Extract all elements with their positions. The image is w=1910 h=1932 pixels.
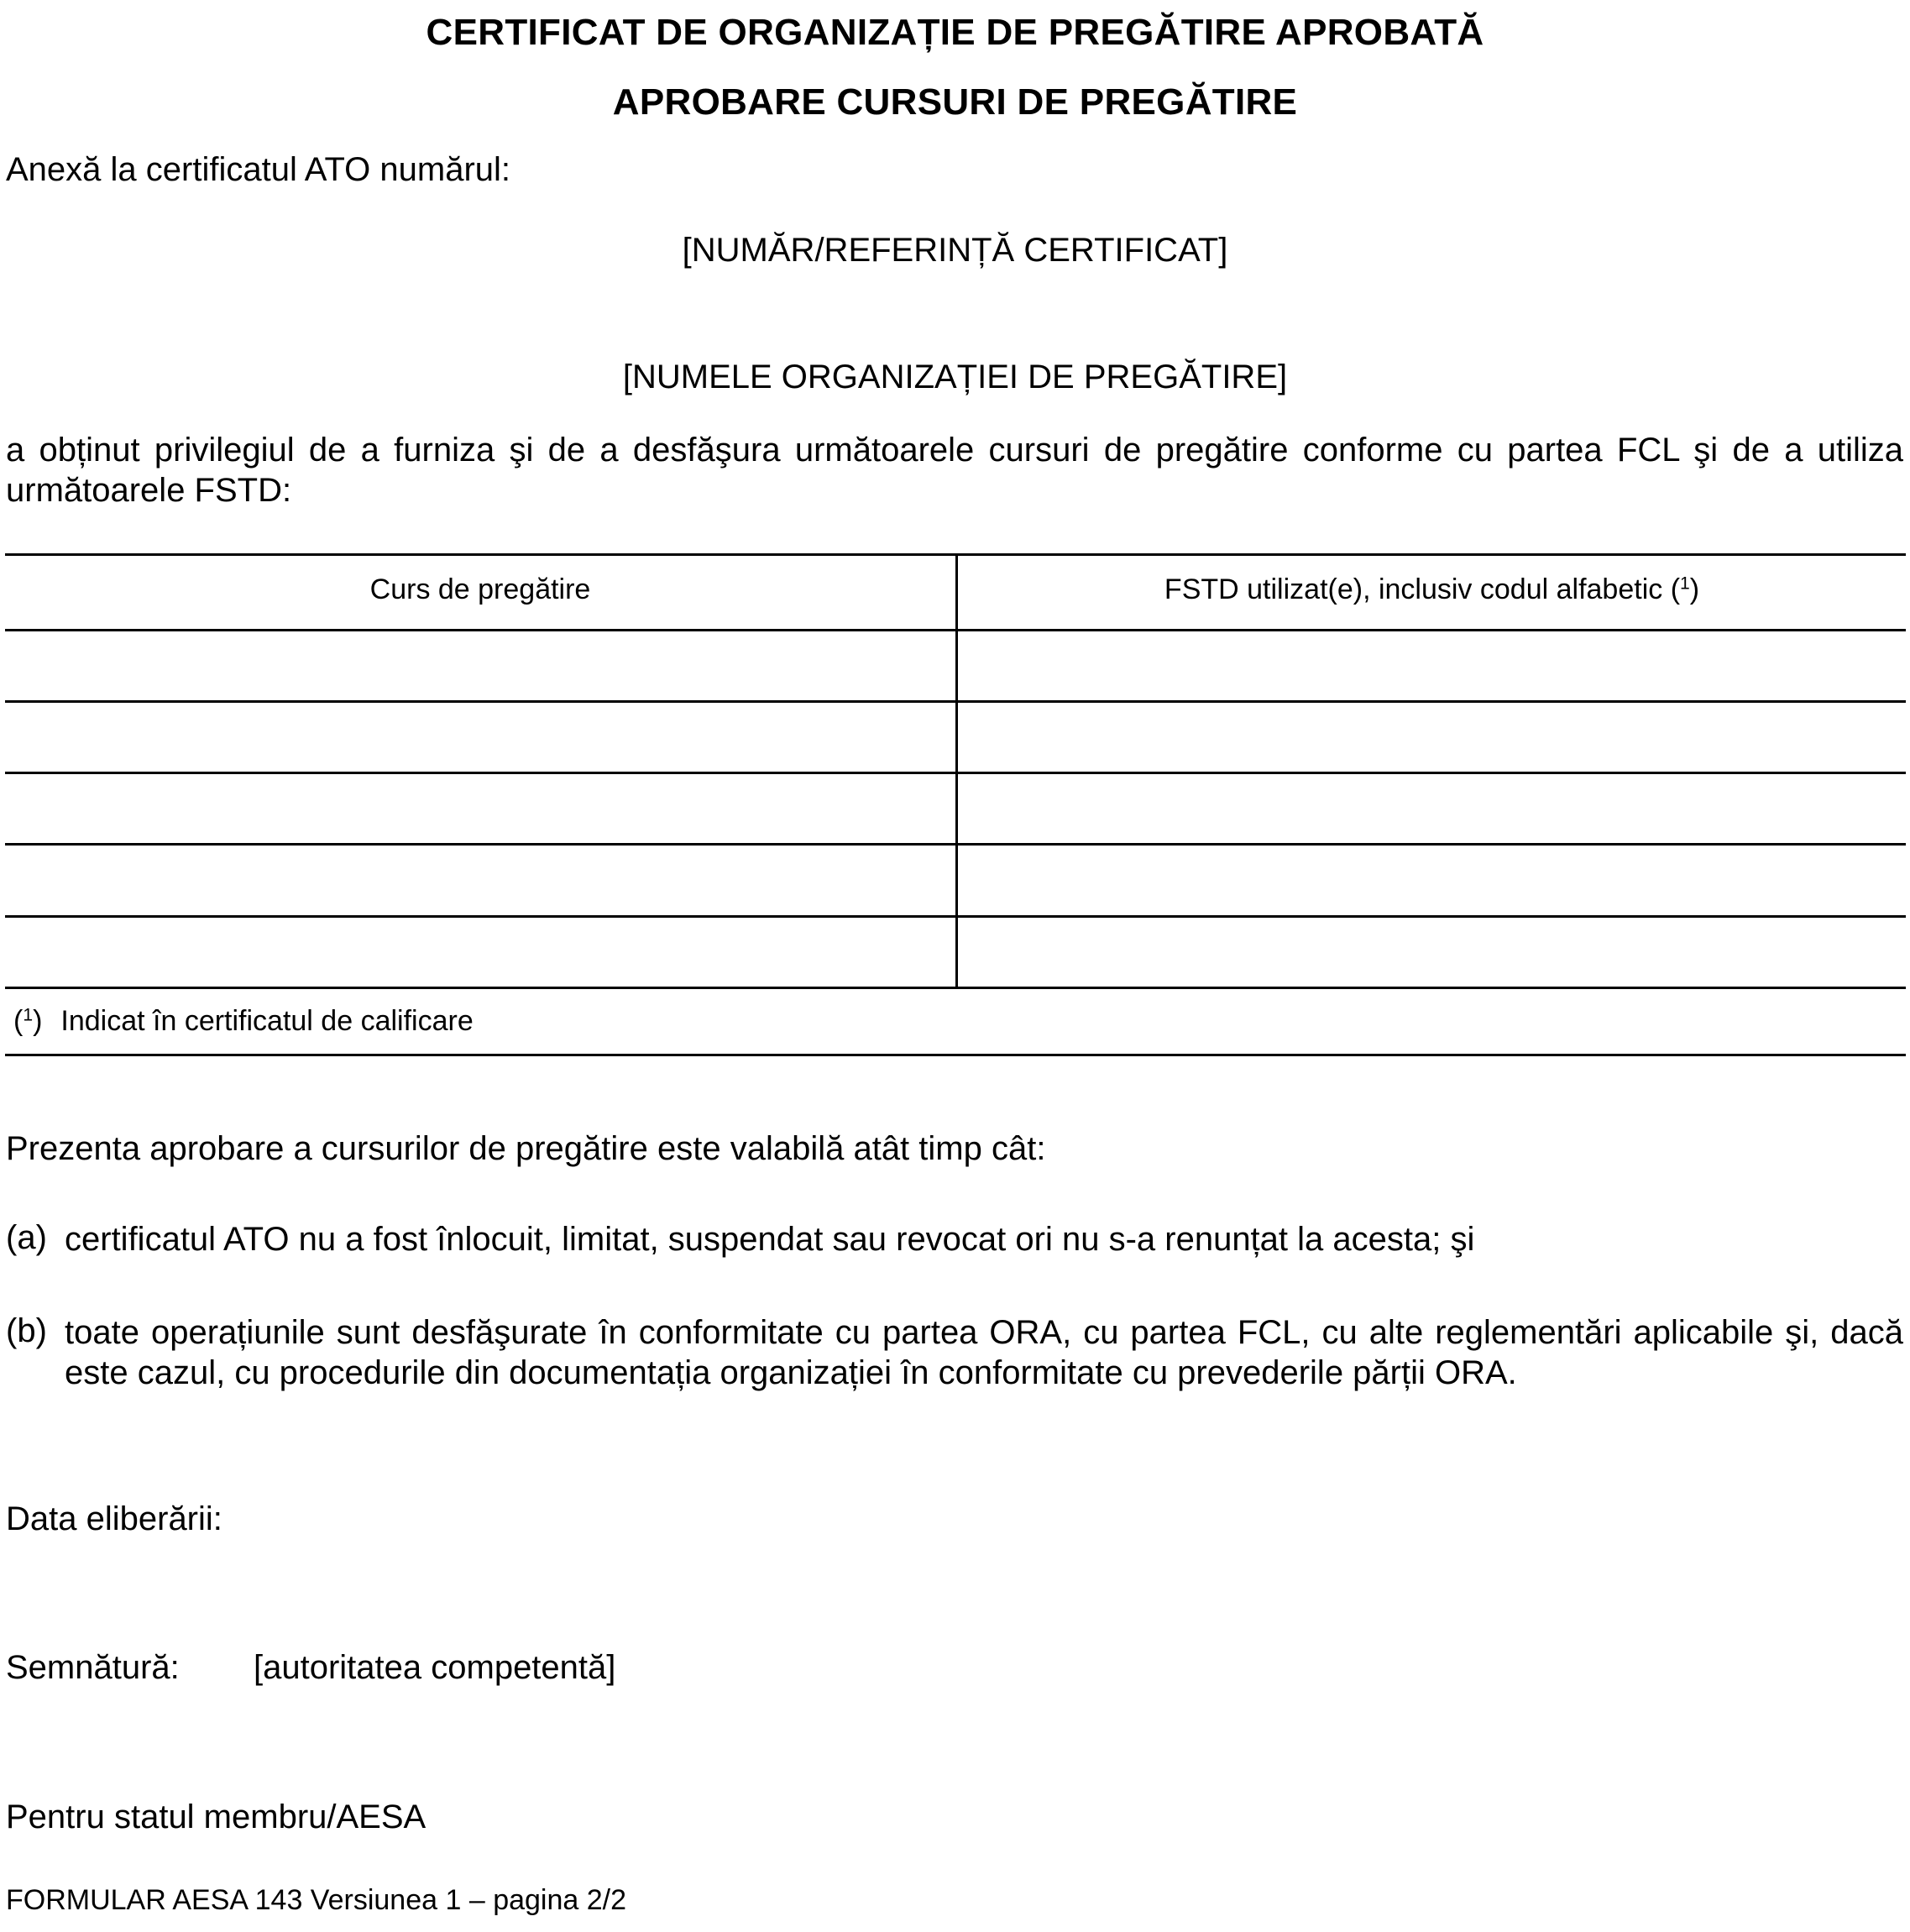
table-row-border [5,915,1906,918]
footnote-ref: 1 [1680,573,1690,594]
organisation-name: [NUMELE ORGANIZAȚIEI DE PREGĂTIRE] [622,359,1288,395]
signature-label: Semnătură: [6,1649,180,1686]
annex-label: Anexă la certificatul ATO numărul: [6,151,511,188]
footnote-text: Indicat în certificatul de calificare [60,1005,474,1037]
footnote-number: 1 [23,1005,34,1025]
footnote-close: ) [33,1005,43,1037]
form-footer: FORMULAR AESA 143 Versiunea 1 – pagina 2/2 [6,1884,627,1916]
condition-text: toate operațiunile sunt desfăşurate în conformitate cu partea ORA, cu partea FCL, cu alte reglementări aplicabile şi, dacă este cazul, cu procedurile din documentația organizației în conformitate cu prevederile părții ORA. [65,1314,1903,1391]
document-subtitle: APROBARE CURSURI DE PREGĂTIRE [612,81,1298,123]
column-header-fstd-close: ) [1689,573,1700,605]
validity-intro: Prezenta aprobare a cursurilor de pregătire este valabilă atât timp cât: [6,1130,1046,1167]
issue-date-label: Data eliberării: [6,1500,222,1537]
footnote-bottom-border [5,1054,1906,1056]
column-header-fstd-text: FSTD utilizat(e), inclusiv codul alfabetic ( [1164,573,1681,605]
table-footnote [13,1005,474,1038]
issuer-line: Pentru statul membru/AESA [6,1798,426,1835]
condition-text: certificatul ATO nu a fost înlocuit, limitat, suspendat sau revocat ori nu s-a renunțat la acesta; şi [65,1221,1475,1258]
table-row-border [5,772,1906,774]
document-title: CERTIFICAT DE ORGANIZAȚIE DE PREGĂTIRE APROBATĂ [426,12,1484,53]
table-bottom-border [5,987,1906,989]
signature-authority: [autoritatea competentă] [254,1649,616,1686]
certificate-reference: [NUMĂR/REFERINȚĂ CERTIFICAT] [682,232,1228,269]
table-row-border [5,843,1906,846]
column-header-fstd [958,573,1906,606]
condition-label: (a) [6,1219,47,1256]
table-row-border [5,700,1906,703]
column-header-course: Curs de pregătire [369,573,591,605]
condition-label: (b) [6,1312,47,1349]
footnote-open: ( [13,1005,24,1037]
intro-paragraph: a obținut privilegiul de a furniza şi de a desfăşura următoarele cursuri de pregătire conforme cu partea FCL şi de a utiliza următoarele FSTD: [6,432,1903,509]
table-row-border [5,629,1906,631]
